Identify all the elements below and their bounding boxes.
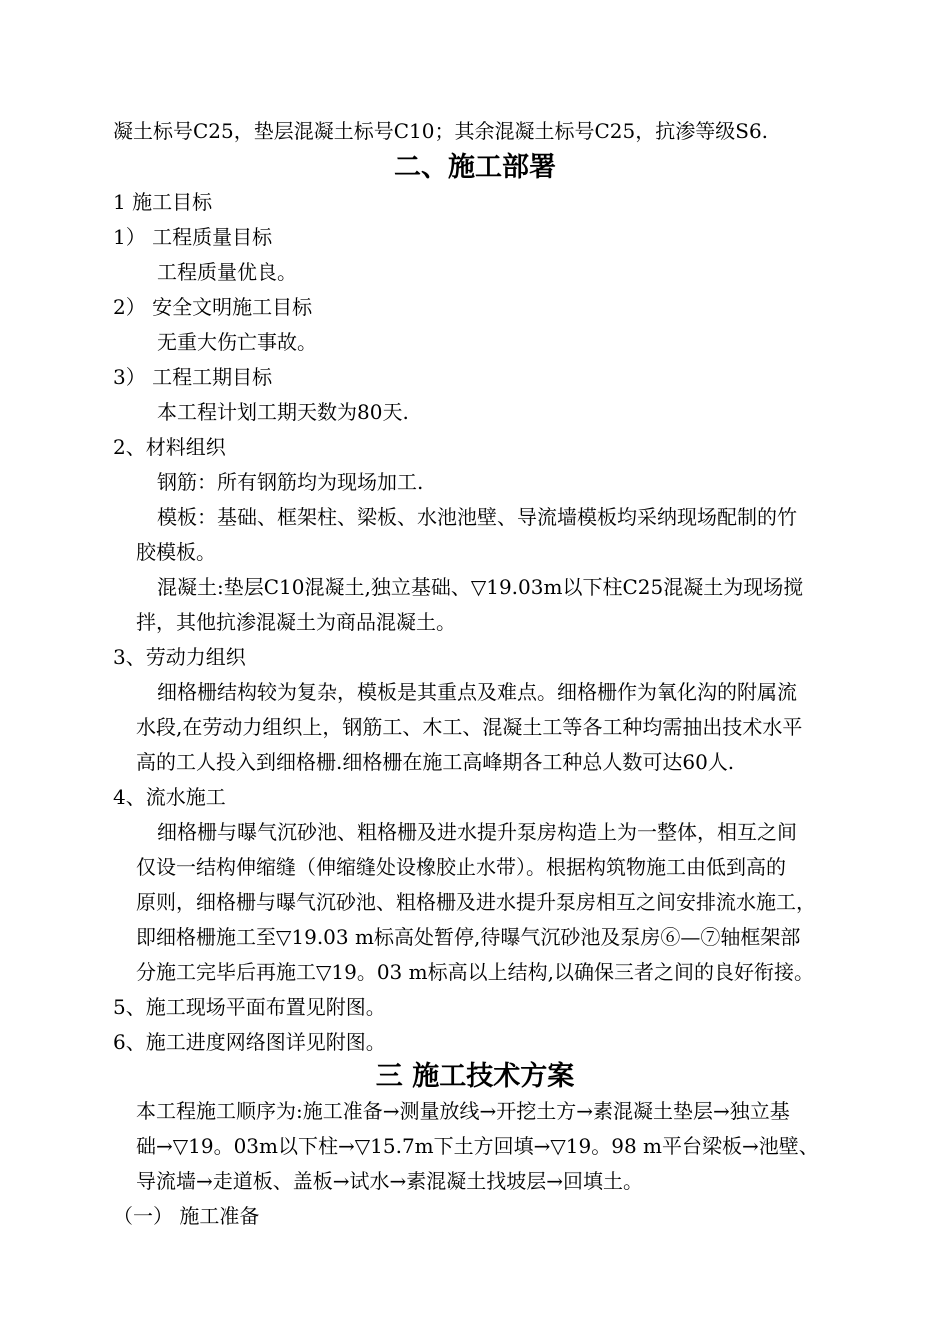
sub-item-heading: 2） 安全文明施工目标 [113,295,313,319]
sub-item-heading: 3） 工程工期目标 [113,365,273,389]
paragraph-line: 原则，细格栅与曝气沉砂池、粗格栅及进水提升泵房相互之间安排流水施工， [136,890,816,914]
paragraph-line: 即细格栅施工至▽19.03 m标高处暂停,待曝气沉砂池及泵房⑥—⑦轴框架部 [136,925,801,949]
paragraph-line: 导流墙→走道板、盖板→试水→素混凝土找坡层→回填土。 [136,1169,644,1193]
section-heading-deployment: 二、施工部署 [394,152,556,183]
paragraph-line: 本工程施工顺序为:施工准备→测量放线→开挖土方→素混凝土垫层→独立基 [136,1099,790,1123]
paragraph-line: 胶模板。 [136,540,216,564]
section-heading-technical-plan: 三 施工技术方案 [375,1061,575,1092]
paragraph-line: 模板：基础、框架柱、梁板、水池池壁、导流墙模板均采纳现场配制的竹 [157,505,797,529]
sub-item-heading: 1） 工程质量目标 [113,225,273,249]
item-heading: 4、流水施工 [113,785,226,809]
paragraph-line: 拌，其他抗渗混凝土为商品混凝土。 [136,610,456,634]
paragraph-line: 础→▽19。03m以下柱→▽15.7m下土方回填→▽19。98 m平台梁板→池壁、 [136,1134,819,1158]
paragraph-line: 凝土标号C25，垫层混凝土标号C10；其余混凝土标号C25，抗渗等级S6. [113,119,769,143]
sub-section-heading: （一） 施工准备 [113,1204,260,1228]
paragraph-line: 本工程计划工期天数为80天. [157,400,409,424]
item-heading: 6、施工进度网络图详见附图。 [113,1030,386,1054]
paragraph-line: 混凝土:垫层C10混凝土,独立基础、▽19.03m以下柱C25混凝土为现场搅 [157,575,804,599]
paragraph-line: 高的工人投入到细格栅.细格栅在施工高峰期各工种总人数可达60人. [136,750,735,774]
item-heading: 3、劳动力组织 [113,645,246,669]
paragraph-line: 无重大伤亡事故。 [157,330,317,354]
paragraph-line: 细格栅结构较为复杂，模板是其重点及难点。细格栅作为氧化沟的附属流 [157,680,797,704]
item-heading: 5、施工现场平面布置见附图。 [113,995,386,1019]
paragraph-line: 钢筋：所有钢筋均为现场加工. [157,470,424,494]
paragraph-line: 细格栅与曝气沉砂池、粗格栅及进水提升泵房构造上为一整体，相互之间 [157,820,797,844]
paragraph-line: 水段,在劳动力组织上，钢筋工、木工、混凝土工等各工种均需抽出技术水平 [136,715,803,739]
paragraph-line: 工程质量优良。 [157,260,297,284]
paragraph-line: 仅设一结构伸缩缝（伸缩缝处设橡胶止水带）。根据构筑物施工由低到高的 [136,855,786,879]
paragraph-line: 分施工完毕后再施工▽19。03 m标高以上结构,以确保三者之间的良好衔接。 [136,960,814,984]
item-heading: 2、材料组织 [113,435,226,459]
item-heading: 1 施工目标 [113,190,213,214]
